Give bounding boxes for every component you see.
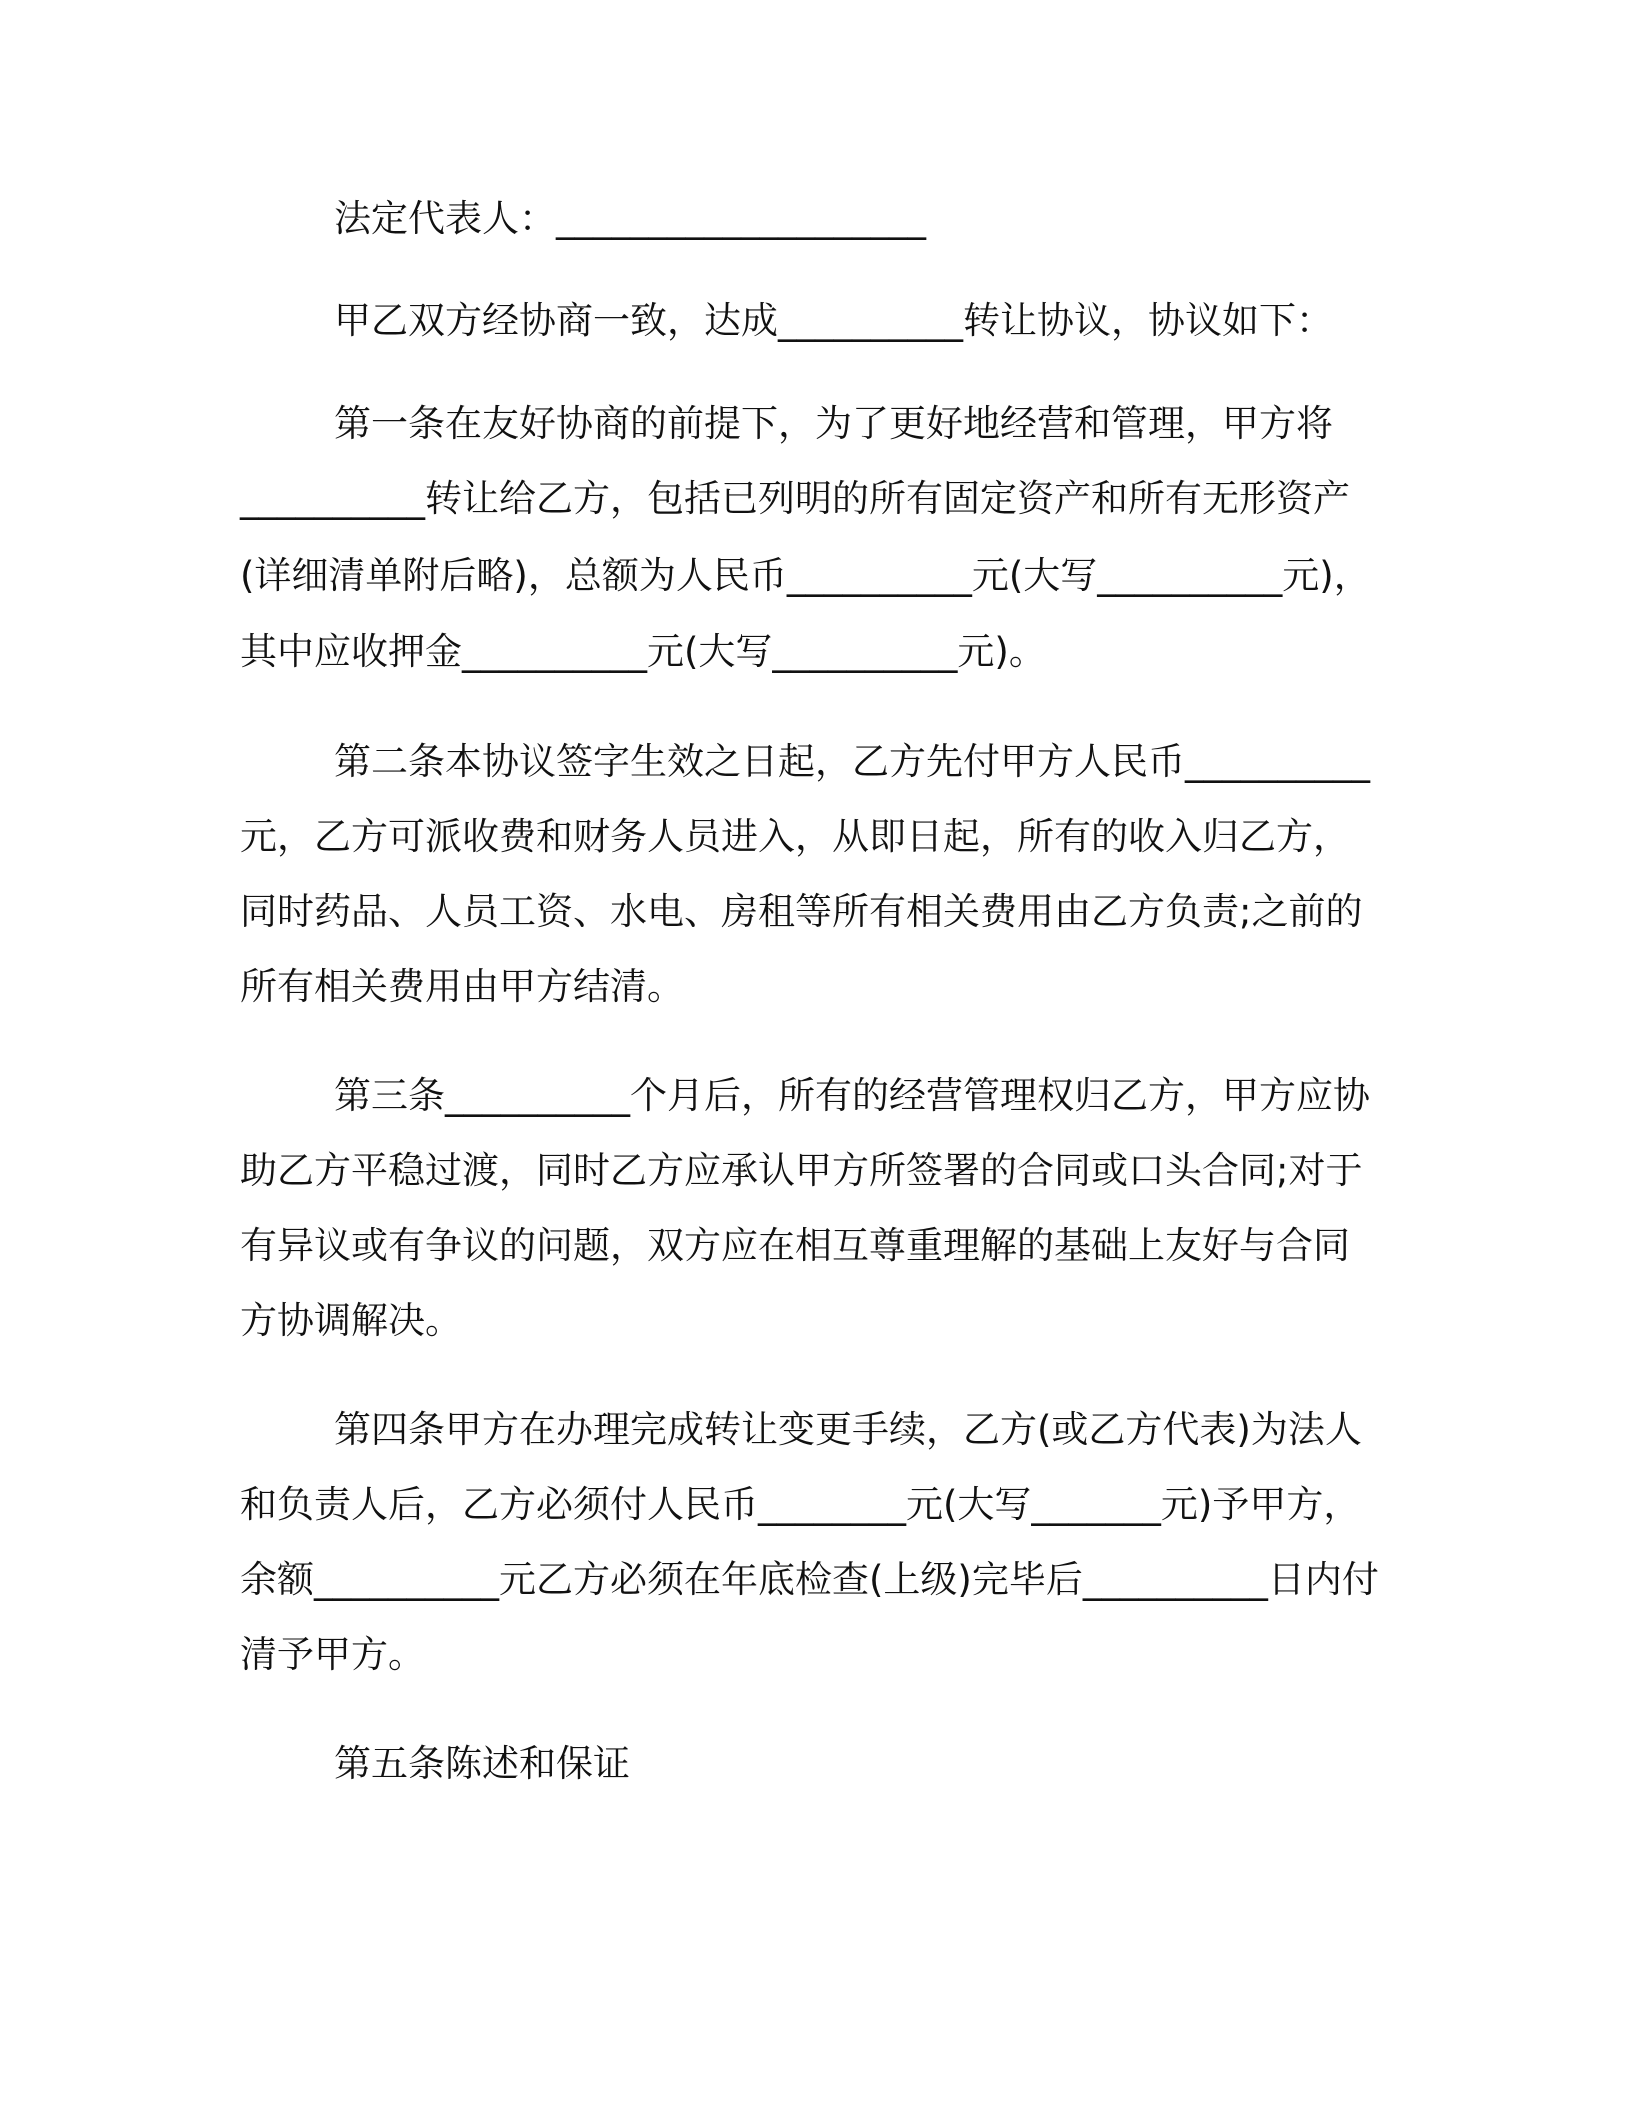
article-1-line-2: __________转让给乙方，包括已列明的所有固定资产和所有无形资产 [240,477,1350,520]
legal-representative-line: 法定代表人：____________________ [334,197,926,240]
article-3-line-2: 助乙方平稳过渡，同时乙方应承认甲方所签署的合同或口头合同;对于 [240,1149,1363,1192]
intro-paragraph: 甲乙双方经协商一致，达成__________转让协议，协议如下： [334,299,1333,342]
article-2-line-1: 第二条本协议签字生效之日起，乙方先付甲方人民币__________ [334,740,1370,783]
article-1-line-1: 第一条在友好协商的前提下，为了更好地经营和管理，甲方将 [334,402,1333,445]
article-1-line-3: (详细清单附后略)，总额为人民币__________元(大写__________元)， [240,554,1371,597]
article-4-line-3: 余额__________元乙方必须在年底检查(上级)完毕后__________日内付 [240,1558,1379,1601]
article-4-line-1: 第四条甲方在办理完成转让变更手续，乙方(或乙方代表)为法人 [334,1408,1362,1451]
article-3-line-3: 有异议或有争议的问题，双方应在相互尊重理解的基础上友好与合同 [240,1224,1350,1267]
article-2-line-4: 所有相关费用由甲方结清。 [240,965,684,1008]
article-1-line-4: 其中应收押金__________元(大写__________元)。 [240,630,1046,673]
article-2-line-3: 同时药品、人员工资、水电、房租等所有相关费用由乙方负责;之前的 [240,890,1363,933]
article-5-heading: 第五条陈述和保证 [334,1742,630,1785]
article-4-line-4: 清予甲方。 [240,1633,425,1676]
article-3-line-4: 方协调解决。 [240,1299,462,1342]
article-4-line-2: 和负责人后，乙方必须付人民币________元(大写_______元)予甲方， [240,1483,1361,1526]
article-3-line-1: 第三条__________个月后，所有的经营管理权归乙方，甲方应协 [334,1074,1370,1117]
article-2-line-2: 元，乙方可派收费和财务人员进入，从即日起，所有的收入归乙方， [240,815,1350,858]
